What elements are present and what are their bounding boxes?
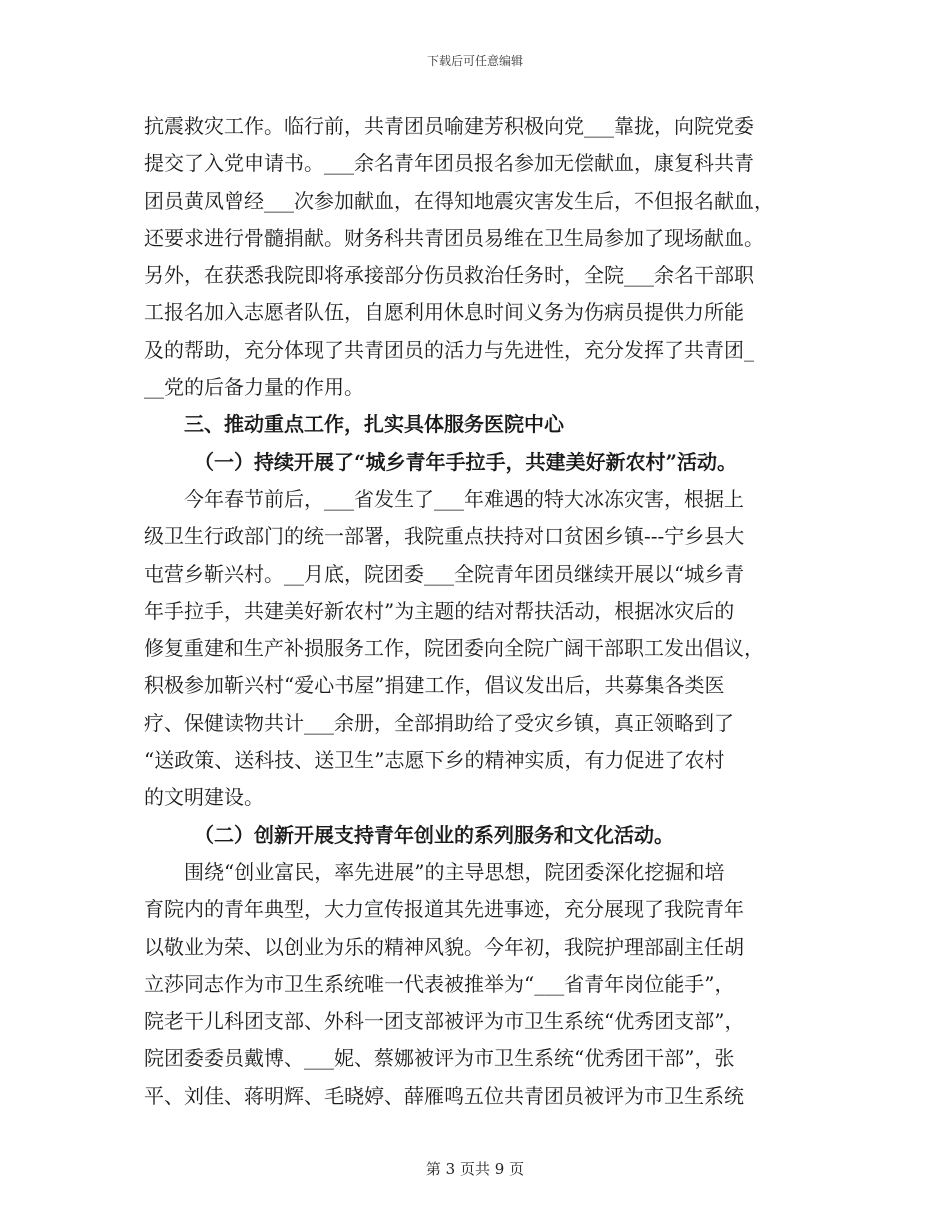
text-line: 院老干儿科团支部、外科一团支部被评为市卫生系统“优秀团支部”，: [144, 1009, 745, 1034]
text-line: 围绕“创业富民，率先进展”的主导思想，院团委深化挖掘和培: [184, 859, 725, 884]
text-line: 抗震救灾工作。临行前，共青团员喻建芳积极向党___靠拢，向院党委: [144, 114, 754, 138]
subsection-heading-1: （一）持续开展了“城乡青年手拉手，共建美好新农村”活动。: [194, 449, 738, 474]
text-line: 屯营乡靳兴村。__月底，院团委___全院青年团员继续开展以“城乡青: [144, 561, 745, 586]
paragraph-3: [144, 854, 814, 1115]
text-line: “送政策、送科技、送卫生”志愿下乡的精神实质，有力促进了农村: [144, 748, 725, 773]
text-line: 育院内的青年典型，大力宣传报道其先进事迹，充分展现了我院青年: [144, 897, 744, 922]
text-line: 疗、保健读物共计___余册，全部捐助给了受灾乡镇，真正领略到了: [144, 710, 734, 735]
text-line: __党的后备力量的作用。: [144, 375, 364, 400]
text-line: 及的帮助，充分体现了共青团员的活力与先进性，充分发挥了共青团_: [144, 337, 754, 362]
text-line: 平、刘佳、蒋明辉、毛晓婷、薛雁鸣五位共青团员被评为市卫生系统: [144, 1083, 744, 1108]
text-line: 以敬业为荣、以创业为乐的精神风貌。今年初，我院护理部副主任胡: [144, 934, 744, 959]
section-heading: 三、推动重点工作，扎实具体服务医院中心: [184, 412, 564, 437]
page-footer: 第 3 页共 9 页: [425, 1160, 525, 1178]
page-header: 下载后可任意编辑: [426, 54, 523, 68]
text-line: 还要求进行骨髓捐献。财务科共青团员易维在卫生局参加了现场献血。: [144, 225, 764, 250]
subsection-heading-2: （二）创新开展支持青年创业的系列服务和文化活动。: [194, 822, 674, 847]
text-line: 级卫生行政部门的统一部署，我院重点扶持对口贫困乡镇---宁乡县大: [144, 524, 745, 549]
text-line: 工报名加入志愿者队伍，自愿利用休息时间义务为伤病员提供力所能: [144, 300, 744, 325]
text-line: 立莎同志作为市卫生系统唯一代表被推举为“___省青年岗位能手”，: [144, 971, 735, 996]
document-body: [144, 108, 814, 1115]
text-line: 修复重建和生产补损服务工作，院团委向全院广阔干部职工发出倡议，: [144, 636, 764, 661]
text-line: 的文明建设。: [144, 785, 264, 810]
text-line: 积极参加靳兴村“爱心书屋”捐建工作，倡议发出后，共募集各类医: [144, 673, 725, 698]
paragraph-2: [144, 481, 814, 817]
paragraph-continued: [144, 108, 814, 406]
text-line: 团员黄凤曾经___次参加献血，在得知地震灾害发生后，不但报名献血，: [144, 188, 774, 213]
text-line: 另外，在获悉我院即将承接部分伤员救治任务时，全院___余名干部职: [144, 263, 754, 288]
text-line: 年手拉手，共建美好新农村”为主题的结对帮扶活动，根据冰灾后的: [144, 598, 735, 623]
text-line: 今年春节前后，___省发生了___年难遇的特大冰冻灾害，根据上: [184, 486, 744, 511]
text-line: 提交了入党申请书。___余名青年团员报名参加无偿献血，康复科共青: [144, 151, 754, 176]
text-line: 院团委委员戴博、___妮、蔡娜被评为市卫生系统“优秀团干部”，张: [144, 1046, 735, 1071]
